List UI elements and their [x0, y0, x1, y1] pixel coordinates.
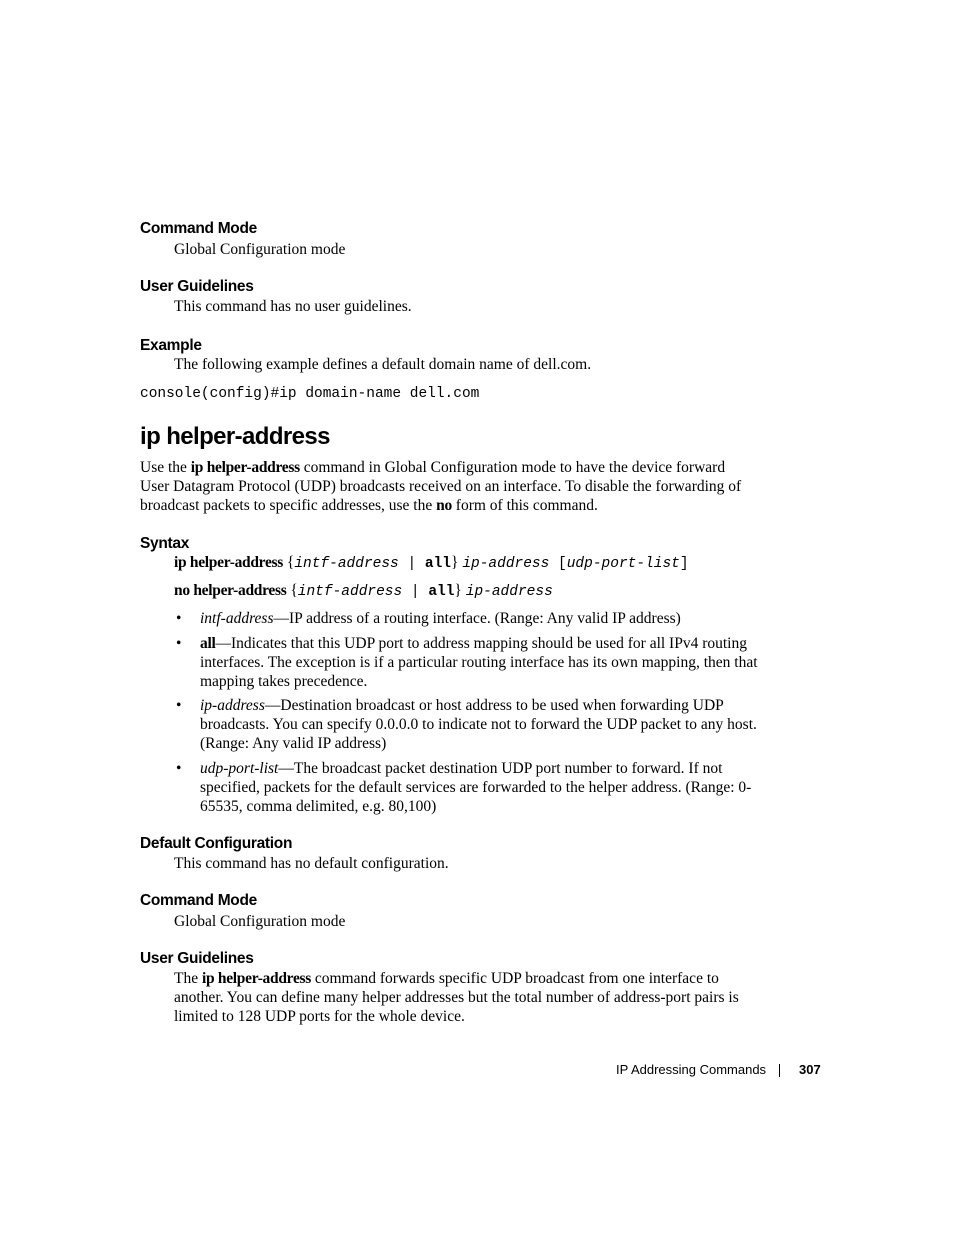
bullet-desc: —The broadcast packet destination UDP port number to forward. If not specified, packets for the default services are forwarded to the helper address. (Range: 0-65535, comma delimited, e.g. 80,100) [200, 760, 752, 815]
bullet-marker: • [176, 697, 182, 714]
footer-chapter-title: IP Addressing Commands [616, 1062, 767, 1077]
bullet-item-all [200, 635, 760, 691]
syntax1-command: ip helper-address [174, 554, 284, 571]
ug-text-2: command forwards specific UDP broadcast from one interface to another. You can define many helper addresses but the total number of address-port pairs is limited to 128 UDP ports for the whole device. [174, 970, 739, 1025]
syntax2-brace-open: { [286, 582, 298, 599]
example-code: console(config)#ip domain-name dell.com [140, 386, 480, 402]
intro-paragraph [140, 459, 758, 515]
user-guidelines-text: This command has no user guidelines. [174, 298, 412, 315]
bullet-desc: —Indicates that this UDP port to address mapping should be used for all IPv4 routing interfaces. The exception is if a particular routing interface has its own mapping, then that mapping takes precedence. [200, 635, 758, 690]
command-mode-text-2: Global Configuration mode [174, 913, 346, 930]
bullet-item-ip-address [200, 697, 760, 753]
syntax1-brace-close: } [450, 554, 463, 571]
syntax2-command: no helper-address [174, 582, 287, 599]
syntax1-arg-ip-address: ip-address [462, 556, 550, 572]
syntax2-arg-ip-address: ip-address [465, 584, 553, 600]
bullet-desc: —Destination broadcast or host address to be used when forwarding UDP broadcasts. You can specify 0.0.0.0 to indicate not to forward the UDP packet to any host. (Range: Any valid IP address) [200, 697, 757, 752]
bullet-term: intf-address [200, 610, 274, 627]
bullet-marker: • [176, 635, 182, 652]
bullet-term: ip-address [200, 697, 265, 714]
bullet-desc: —IP address of a routing interface. (Range: Any valid IP address) [273, 610, 681, 627]
intro-text-3: form of this command. [451, 496, 598, 514]
command-mode-text: Global Configuration mode [174, 241, 346, 258]
command-mode-heading-2: Command Mode [140, 892, 257, 909]
syntax1-arg-intf-address: intf-address [294, 556, 399, 572]
syntax2-brace-close: } [454, 582, 466, 599]
syntax2-arg-intf-address: intf-address [297, 584, 403, 600]
bullet-item-intf-address [200, 610, 760, 629]
syntax-heading: Syntax [140, 535, 190, 552]
bullet-marker: • [176, 760, 182, 777]
syntax1-arg-udp-port-list: udp-port-list [566, 556, 680, 572]
example-text: The following example defines a default domain name of dell.com. [174, 356, 592, 373]
command-mode-heading: Command Mode [140, 220, 257, 237]
syntax2-all-keyword: all [428, 584, 455, 600]
ug-command: ip helper-address [201, 970, 311, 987]
syntax1-separator: | [398, 556, 425, 572]
syntax-line-1 [174, 554, 689, 574]
intro-text-1: Use the [140, 459, 191, 476]
intro-command: ip helper-address [190, 459, 300, 476]
default-config-text: This command has no default configuration. [174, 855, 449, 872]
syntax1-brace-open: { [283, 554, 295, 571]
footer-divider [779, 1064, 780, 1077]
user-guidelines-paragraph [174, 970, 758, 1026]
syntax-line-2 [174, 582, 553, 602]
syntax2-separator: | [402, 584, 429, 600]
user-guidelines-heading: User Guidelines [140, 278, 254, 295]
syntax1-bracket-open: [ [549, 556, 567, 572]
ug-text-1: The [174, 970, 202, 987]
bullet-item-udp-port-list [200, 760, 760, 816]
syntax1-all-keyword: all [424, 556, 451, 572]
intro-no-keyword: no [436, 496, 452, 514]
default-config-heading: Default Configuration [140, 835, 293, 852]
bullet-term: udp-port-list [200, 760, 279, 777]
syntax1-bracket-close: ] [679, 556, 689, 572]
example-heading: Example [140, 337, 202, 354]
user-guidelines-heading-2: User Guidelines [140, 950, 254, 967]
intro-text-2: command in Global Configuration mode to have the device forward User Datagram Protocol (UDP) broadcasts received on an interface. To disable the forwarding of broadcast packets to specific addresses, use the [140, 459, 742, 514]
bullet-term: all [200, 635, 216, 652]
footer-page-number: 307 [799, 1062, 821, 1077]
section-title: ip helper-address [140, 423, 330, 450]
bullet-marker: • [176, 610, 182, 627]
